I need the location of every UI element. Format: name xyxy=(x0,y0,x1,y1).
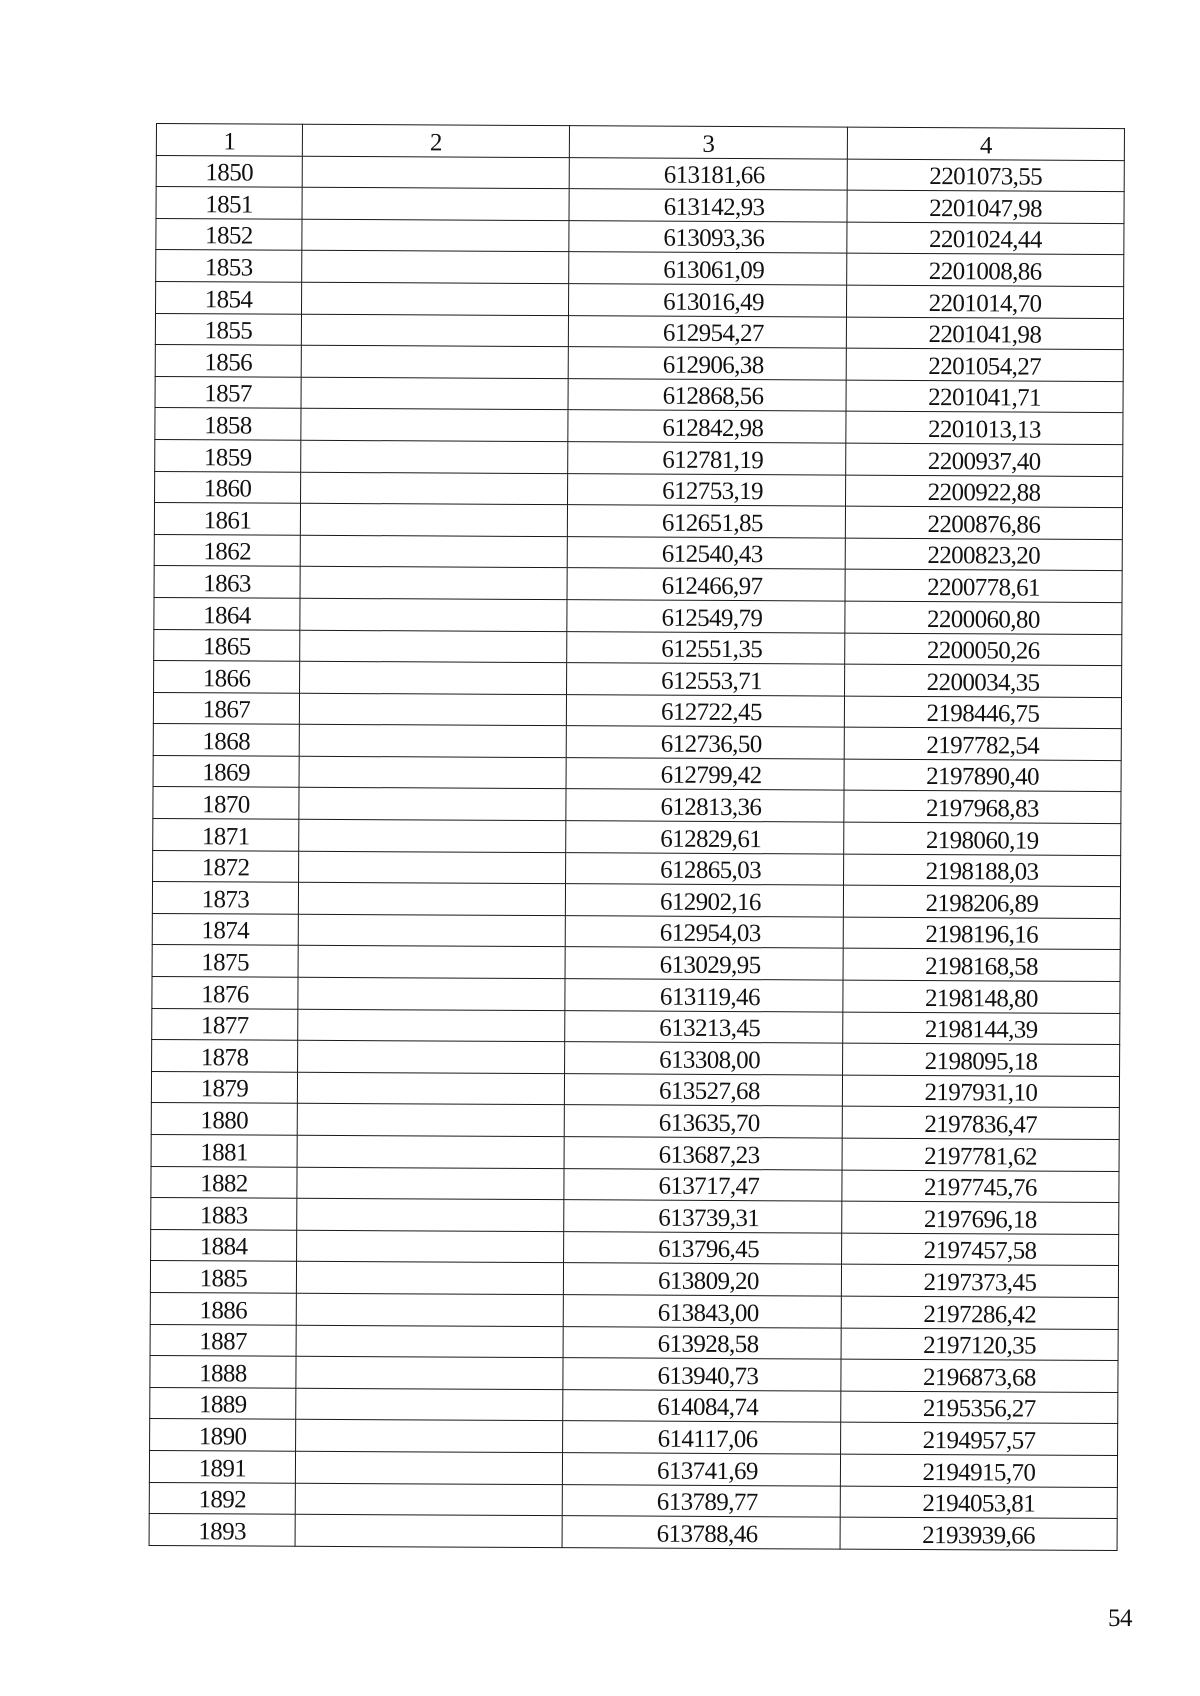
point-number-cell: 1885 xyxy=(150,1261,296,1293)
y-coordinate-cell: 2201041,98 xyxy=(846,317,1123,350)
column-2-cell xyxy=(302,156,569,189)
point-number-cell: 1884 xyxy=(151,1229,297,1261)
table-row xyxy=(156,155,1124,192)
point-number-cell: 1871 xyxy=(153,819,299,851)
table-row xyxy=(151,1103,1119,1140)
column-2-cell xyxy=(298,1009,565,1042)
x-coordinate-cell: 613061,09 xyxy=(569,252,847,285)
point-number-cell: 1893 xyxy=(149,1514,295,1546)
y-coordinate-cell: 2200876,86 xyxy=(845,506,1122,539)
page-number: 54 xyxy=(1108,1605,1132,1632)
table-row xyxy=(154,503,1122,540)
table-row xyxy=(154,566,1122,603)
column-2-cell xyxy=(301,377,568,410)
y-coordinate-cell: 2198196,16 xyxy=(843,917,1120,950)
x-coordinate-cell: 612868,56 xyxy=(568,378,846,411)
point-number-cell: 1858 xyxy=(155,408,301,440)
table-row xyxy=(153,692,1121,729)
table-row xyxy=(155,471,1123,508)
table-row xyxy=(151,1134,1119,1171)
x-coordinate-cell: 613796,45 xyxy=(564,1231,842,1264)
point-number-cell: 1866 xyxy=(154,661,300,693)
x-coordinate-cell: 612954,27 xyxy=(568,315,846,348)
point-number-cell: 1855 xyxy=(155,313,301,345)
x-coordinate-cell: 613940,73 xyxy=(563,1358,841,1391)
column-2-cell xyxy=(297,1135,564,1168)
column-2-cell xyxy=(296,1420,563,1453)
y-coordinate-cell: 2197836,47 xyxy=(842,1107,1119,1140)
table-row xyxy=(152,977,1120,1014)
point-number-cell: 1867 xyxy=(153,692,299,724)
point-number-cell: 1872 xyxy=(153,850,299,882)
x-coordinate-cell: 612902,16 xyxy=(565,884,843,917)
column-2-cell xyxy=(301,314,568,347)
coordinates-table xyxy=(149,123,1125,1551)
table-row xyxy=(150,1387,1118,1424)
table-row xyxy=(155,439,1123,476)
y-coordinate-cell: 2201054,27 xyxy=(846,348,1123,381)
table-row xyxy=(155,376,1123,413)
table-row xyxy=(152,913,1120,950)
x-coordinate-cell: 612549,79 xyxy=(567,600,845,633)
x-coordinate-cell: 612651,85 xyxy=(567,505,845,538)
x-coordinate-cell: 613527,68 xyxy=(564,1073,842,1106)
y-coordinate-cell: 2201047,98 xyxy=(847,190,1124,223)
table-row xyxy=(150,1324,1118,1361)
y-coordinate-cell: 2194957,57 xyxy=(841,1422,1118,1455)
y-coordinate-cell: 2200778,61 xyxy=(845,569,1122,602)
table-row xyxy=(150,1419,1118,1456)
x-coordinate-cell: 613789,77 xyxy=(562,1484,840,1517)
y-coordinate-cell: 2197457,58 xyxy=(842,1233,1119,1266)
y-coordinate-cell: 2198148,80 xyxy=(843,980,1120,1013)
column-2-cell xyxy=(296,1262,563,1295)
table-row xyxy=(154,629,1122,666)
table-row xyxy=(151,1166,1119,1203)
x-coordinate-cell: 612842,98 xyxy=(568,410,846,443)
y-coordinate-cell: 2197890,40 xyxy=(844,759,1121,792)
x-coordinate-cell: 613635,70 xyxy=(564,1105,842,1138)
y-coordinate-cell: 2201008,86 xyxy=(847,253,1124,286)
x-coordinate-cell: 614084,74 xyxy=(563,1389,841,1422)
column-2-cell xyxy=(298,977,565,1010)
x-coordinate-cell: 612829,61 xyxy=(566,821,844,854)
y-coordinate-cell: 2197745,76 xyxy=(842,1170,1119,1203)
x-coordinate-cell: 613016,49 xyxy=(568,284,846,317)
column-2-cell xyxy=(296,1325,563,1358)
column-2-cell xyxy=(299,756,566,789)
x-coordinate-cell: 613717,47 xyxy=(564,1168,842,1201)
table-row xyxy=(150,1261,1118,1298)
column-2-cell xyxy=(296,1293,563,1326)
table-row xyxy=(149,1514,1117,1551)
point-number-cell: 1874 xyxy=(152,913,298,945)
x-coordinate-cell: 613308,00 xyxy=(565,1042,843,1075)
table-body xyxy=(149,124,1124,1551)
column-2-cell xyxy=(299,788,566,821)
point-number-cell: 1869 xyxy=(153,755,299,787)
x-coordinate-cell: 613741,69 xyxy=(562,1453,840,1486)
x-coordinate-cell: 613142,93 xyxy=(569,189,847,222)
table-row xyxy=(153,850,1121,887)
column-2-cell xyxy=(297,1198,564,1231)
table-row xyxy=(152,882,1120,919)
table-row xyxy=(156,250,1124,287)
table-row xyxy=(154,661,1122,698)
y-coordinate-cell: 2200937,40 xyxy=(846,443,1123,476)
point-number-cell: 1850 xyxy=(156,155,302,187)
column-2-cell xyxy=(300,503,567,536)
column-header: 1 xyxy=(156,124,302,156)
y-coordinate-cell: 2194053,81 xyxy=(840,1486,1117,1519)
y-coordinate-cell: 2201073,55 xyxy=(847,159,1124,192)
column-2-cell xyxy=(301,472,568,505)
column-2-cell xyxy=(295,1451,562,1484)
table-row xyxy=(154,597,1122,634)
column-2-cell xyxy=(298,914,565,947)
point-number-cell: 1873 xyxy=(152,882,298,914)
y-coordinate-cell: 2198188,03 xyxy=(844,854,1121,887)
y-coordinate-cell: 2200050,26 xyxy=(845,633,1122,666)
column-header: 4 xyxy=(847,127,1124,160)
x-coordinate-cell: 612954,03 xyxy=(565,915,843,948)
x-coordinate-cell: 612553,71 xyxy=(567,663,845,696)
point-number-cell: 1870 xyxy=(153,787,299,819)
y-coordinate-cell: 2195356,27 xyxy=(841,1391,1118,1424)
point-number-cell: 1886 xyxy=(150,1292,296,1324)
y-coordinate-cell: 2201013,13 xyxy=(846,411,1123,444)
x-coordinate-cell: 613029,95 xyxy=(565,947,843,980)
y-coordinate-cell: 2200034,35 xyxy=(845,664,1122,697)
y-coordinate-cell: 2198446,75 xyxy=(844,696,1121,729)
y-coordinate-cell: 2200823,20 xyxy=(845,538,1122,571)
y-coordinate-cell: 2197120,35 xyxy=(841,1328,1118,1361)
column-header: 3 xyxy=(569,126,847,159)
y-coordinate-cell: 2198060,19 xyxy=(844,822,1121,855)
point-number-cell: 1864 xyxy=(154,597,300,629)
x-coordinate-cell: 613181,66 xyxy=(569,157,847,190)
column-2-cell xyxy=(298,883,565,916)
point-number-cell: 1878 xyxy=(152,1040,298,1072)
table-row xyxy=(156,218,1124,255)
y-coordinate-cell: 2197373,45 xyxy=(841,1264,1118,1297)
point-number-cell: 1860 xyxy=(155,471,301,503)
y-coordinate-cell: 2197696,18 xyxy=(842,1201,1119,1234)
table-row xyxy=(153,755,1121,792)
point-number-cell: 1856 xyxy=(155,345,301,377)
point-number-cell: 1857 xyxy=(155,376,301,408)
point-number-cell: 1854 xyxy=(156,281,302,313)
x-coordinate-cell: 613843,00 xyxy=(563,1295,841,1328)
point-number-cell: 1877 xyxy=(152,1008,298,1040)
column-2-cell xyxy=(300,535,567,568)
column-2-cell xyxy=(298,1040,565,1073)
column-2-cell xyxy=(300,661,567,694)
point-number-cell: 1882 xyxy=(151,1166,297,1198)
point-number-cell: 1880 xyxy=(151,1103,297,1135)
table-row xyxy=(151,1071,1119,1108)
table-row xyxy=(154,534,1122,571)
table-row xyxy=(155,408,1123,445)
table-row xyxy=(151,1198,1119,1235)
table-row xyxy=(155,345,1123,382)
point-number-cell: 1879 xyxy=(151,1071,297,1103)
column-2-cell xyxy=(300,630,567,663)
x-coordinate-cell: 612722,45 xyxy=(566,694,844,727)
y-coordinate-cell: 2197782,54 xyxy=(844,727,1121,760)
point-number-cell: 1887 xyxy=(150,1324,296,1356)
y-coordinate-cell: 2201024,44 xyxy=(847,222,1124,255)
y-coordinate-cell: 2197931,10 xyxy=(842,1075,1119,1108)
column-2-cell xyxy=(301,345,568,378)
x-coordinate-cell: 614117,06 xyxy=(563,1421,841,1454)
x-coordinate-cell: 612865,03 xyxy=(566,852,844,885)
column-2-cell xyxy=(301,409,568,442)
x-coordinate-cell: 612466,97 xyxy=(567,568,845,601)
column-2-cell xyxy=(302,219,569,252)
column-2-cell xyxy=(298,946,565,979)
table-row xyxy=(152,1040,1120,1077)
y-coordinate-cell: 2193939,66 xyxy=(840,1517,1117,1550)
table-header-row xyxy=(156,124,1124,161)
column-2-cell xyxy=(299,851,566,884)
y-coordinate-cell: 2198095,18 xyxy=(843,1043,1120,1076)
point-number-cell: 1862 xyxy=(154,534,300,566)
column-2-cell xyxy=(300,598,567,631)
y-coordinate-cell: 2197781,62 xyxy=(842,1138,1119,1171)
x-coordinate-cell: 613928,58 xyxy=(563,1326,841,1359)
column-2-cell xyxy=(296,1388,563,1421)
table-row xyxy=(149,1450,1117,1487)
point-number-cell: 1883 xyxy=(151,1198,297,1230)
table-row xyxy=(153,724,1121,761)
y-coordinate-cell: 2201041,71 xyxy=(846,380,1123,413)
column-2-cell xyxy=(297,1230,564,1263)
point-number-cell: 1891 xyxy=(149,1450,295,1482)
x-coordinate-cell: 612540,43 xyxy=(567,536,845,569)
table-row xyxy=(150,1356,1118,1393)
point-number-cell: 1875 xyxy=(152,945,298,977)
column-2-cell xyxy=(302,251,569,284)
table-row xyxy=(153,787,1121,824)
table-row xyxy=(151,1229,1119,1266)
y-coordinate-cell: 2198144,39 xyxy=(843,1012,1120,1045)
y-coordinate-cell: 2200060,80 xyxy=(845,601,1122,634)
x-coordinate-cell: 612906,38 xyxy=(568,347,846,380)
point-number-cell: 1853 xyxy=(156,250,302,282)
column-2-cell xyxy=(296,1356,563,1389)
x-coordinate-cell: 612753,19 xyxy=(568,473,846,506)
x-coordinate-cell: 613213,45 xyxy=(565,1010,843,1043)
y-coordinate-cell: 2200922,88 xyxy=(846,475,1123,508)
table-row xyxy=(152,1008,1120,1045)
point-number-cell: 1865 xyxy=(154,629,300,661)
column-2-cell xyxy=(302,282,569,315)
x-coordinate-cell: 613093,36 xyxy=(569,220,847,253)
x-coordinate-cell: 613687,23 xyxy=(564,1137,842,1170)
x-coordinate-cell: 612781,19 xyxy=(568,442,846,475)
y-coordinate-cell: 2198168,58 xyxy=(843,949,1120,982)
column-2-cell xyxy=(295,1483,562,1516)
x-coordinate-cell: 612551,35 xyxy=(567,631,845,664)
x-coordinate-cell: 613119,46 xyxy=(565,979,843,1012)
column-2-cell xyxy=(300,567,567,600)
y-coordinate-cell: 2197968,83 xyxy=(844,791,1121,824)
point-number-cell: 1876 xyxy=(152,977,298,1009)
y-coordinate-cell: 2197286,42 xyxy=(841,1296,1118,1329)
table-row xyxy=(155,313,1123,350)
table-row xyxy=(156,281,1124,318)
point-number-cell: 1868 xyxy=(153,724,299,756)
x-coordinate-cell: 612736,50 xyxy=(566,726,844,759)
column-2-cell xyxy=(297,1072,564,1105)
column-2-cell xyxy=(299,693,566,726)
table-row xyxy=(153,819,1121,856)
column-header: 2 xyxy=(302,124,569,157)
point-number-cell: 1861 xyxy=(154,503,300,535)
column-2-cell xyxy=(302,187,569,220)
y-coordinate-cell: 2198206,89 xyxy=(843,885,1120,918)
column-2-cell xyxy=(297,1167,564,1200)
table-row xyxy=(150,1292,1118,1329)
x-coordinate-cell: 613809,20 xyxy=(563,1263,841,1296)
y-coordinate-cell: 2201014,70 xyxy=(846,285,1123,318)
column-2-cell xyxy=(299,725,566,758)
x-coordinate-cell: 613788,46 xyxy=(562,1516,840,1549)
x-coordinate-cell: 612799,42 xyxy=(566,758,844,791)
point-number-cell: 1852 xyxy=(156,218,302,250)
table-row xyxy=(152,945,1120,982)
x-coordinate-cell: 613739,31 xyxy=(564,1200,842,1233)
x-coordinate-cell: 612813,36 xyxy=(566,789,844,822)
table-row xyxy=(149,1482,1117,1519)
point-number-cell: 1881 xyxy=(151,1134,297,1166)
column-2-cell xyxy=(297,1104,564,1137)
column-2-cell xyxy=(299,819,566,852)
point-number-cell: 1863 xyxy=(154,566,300,598)
point-number-cell: 1859 xyxy=(155,439,301,471)
table-row xyxy=(156,187,1124,224)
point-number-cell: 1890 xyxy=(150,1419,296,1451)
y-coordinate-cell: 2196873,68 xyxy=(841,1359,1118,1392)
point-number-cell: 1888 xyxy=(150,1356,296,1388)
column-2-cell xyxy=(295,1514,562,1547)
point-number-cell: 1889 xyxy=(150,1387,296,1419)
y-coordinate-cell: 2194915,70 xyxy=(840,1454,1117,1487)
column-2-cell xyxy=(301,440,568,473)
point-number-cell: 1851 xyxy=(156,187,302,219)
point-number-cell: 1892 xyxy=(149,1482,295,1514)
